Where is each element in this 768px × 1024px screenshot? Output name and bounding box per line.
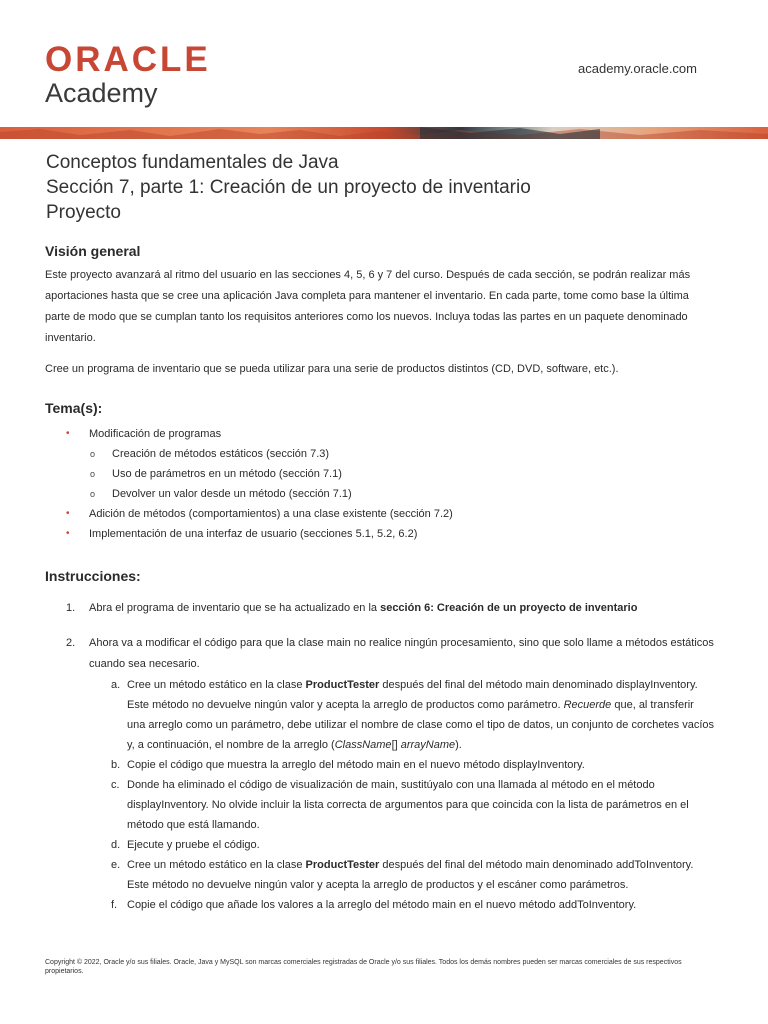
sub-bullet-icon: o — [90, 469, 96, 479]
list-item: a. Cree un método estático en la clase ProductTester después del final del método main denominado displayInventory. Este método no devuelve ningún valor y acepta la arreglo de productos como parámetro. Recuerde que, al transferir una arreglo como un parámetro, debe utilizar el nombre de clase como el tipo de datos, un conjunto de corchetes vacíos y, a continuación, el nombre de la arreglo (ClassName[] arrayName). — [111, 679, 715, 751]
site-url: academy.oracle.com — [578, 61, 697, 76]
list-item: b. Copie el código que muestra la arreglo del método main en el nuevo método displayInventory. — [111, 759, 585, 771]
sub-bullet-icon: o — [90, 489, 96, 499]
list-item: • Adición de métodos (comportamientos) a una clase existente (sección 7.2) — [45, 504, 715, 524]
copyright-footer: Copyright © 2022, Oracle y/o sus filiales. Oracle, Java y MySQL son marcas comerciales registradas de Oracle y/o sus filiales. Todos los demás nombres pueden ser marcas comerciales de sus respectivos propietarios. — [45, 959, 682, 975]
bullet-icon: • — [66, 428, 70, 439]
overview-heading: Visión general — [45, 243, 141, 259]
bullet-icon: • — [66, 508, 70, 519]
overview-paragraph-1: Este proyecto avanzará al ritmo del usuario en las secciones 4, 5, 6 y 7 del curso. Después de cada sección, se podrán realizar más aportaciones hasta que se cree una aplicación Java completa para mantener el inventario. En cada parte, tome como base la última parte de modo que se cumplan tanto los requisitos anteriores como los nuevos. Incluya todas las partes en un paquete denominado inventario. — [45, 269, 691, 344]
sub-bullet-icon: o — [90, 449, 96, 459]
list-item: o Uso de parámetros en un método (sección 7.1) — [45, 464, 715, 484]
topics-heading: Tema(s): — [45, 400, 103, 416]
list-item: • Modificación de programas o Creación de métodos estáticos (sección 7.3) o Uso de parámetros en un método (sección 7.1) o Devolver un valor desde un método (sección 7.1) — [45, 424, 715, 504]
list-item: c. Donde ha eliminado el código de visualización de main, sustitúyalo con una llamada al método en el método displayInventory. No olvide incluir la lista correcta de argumentos para que coincida con la lista de parámetros en el método que está llamando. — [111, 779, 689, 831]
list-item: 2. Ahora va a modificar el código para que la clase main no realice ningún procesamiento, sino que solo llame a métodos estáticos cuando sea necesario. a. Cree un método estático en la clase ProductTester después del final del método main denominado displayInventory. Este método no devuelve ningún valor y acepta la arreglo de productos como parámetro. Recuerde que, al transferir una arreglo como un parámetro, debe utilizar el nombre de clase como el tipo de datos, un conjunto de corchetes vacíos y, a continuación, el nombre de la arreglo (ClassName[] arrayName). b. Copie el código que muestra la arreglo del método main en el nuevo método displayInventory. c. Donde ha eliminado el código de visualización de main, sustitúyalo con una llamada al método en el método displayInventory. No olvide incluir la lista correcta de argumentos para que coincida con la lista de parámetros en el método que está llamando. d. Ejecute y pruebe el código. e. Cree un método estático en la clase ProductTester después del final del método main denominado addToInventory. Este método no devuelve ningún valor y acepta la arreglo de productos y el escáner como parámetros. f. Copie el código que añade los valores a la arreglo del método main en el nuevo método addToInventory. — [45, 633, 715, 915]
instructions-heading: Instrucciones: — [45, 568, 141, 584]
bullet-icon: • — [66, 528, 70, 539]
decorative-banner — [0, 127, 768, 139]
doc-type-title: Proyecto — [46, 202, 121, 223]
instructions-list — [45, 598, 715, 915]
subtopics-list — [89, 444, 715, 504]
logo-wordmark: ORACLE — [45, 40, 211, 79]
list-item: d. Ejecute y pruebe el código. — [111, 839, 260, 851]
list-item: 1. Abra el programa de inventario que se ha actualizado en la sección 6: Creación de un proyecto de inventario — [66, 602, 638, 614]
list-item: e. Cree un método estático en la clase ProductTester después del final del método main denominado addToInventory. Este método no devuelve ningún valor y acepta la arreglo de productos y el escáner como parámetros. — [111, 859, 694, 891]
oracle-academy-logo — [45, 42, 211, 108]
overview-paragraph-2: Cree un programa de inventario que se pueda utilizar para una serie de productos distintos (CD, DVD, software, etc.). — [45, 363, 619, 375]
sub-steps-list — [89, 675, 715, 915]
section-title: Sección 7, parte 1: Creación de un proyecto de inventario — [46, 177, 531, 198]
logo-subtitle: Academy — [45, 78, 158, 108]
topics-list — [45, 424, 715, 544]
list-item: f. Copie el código que añade los valores a la arreglo del método main en el nuevo método addToInventory. — [111, 899, 637, 911]
list-item: • Implementación de una interfaz de usuario (secciones 5.1, 5.2, 6.2) — [45, 524, 715, 544]
course-title: Conceptos fundamentales de Java — [46, 152, 339, 173]
document-title — [46, 150, 531, 225]
list-item: o Devolver un valor desde un método (sección 7.1) — [45, 484, 715, 504]
document-body — [45, 243, 715, 915]
list-item: o Creación de métodos estáticos (sección 7.3) — [45, 444, 715, 464]
